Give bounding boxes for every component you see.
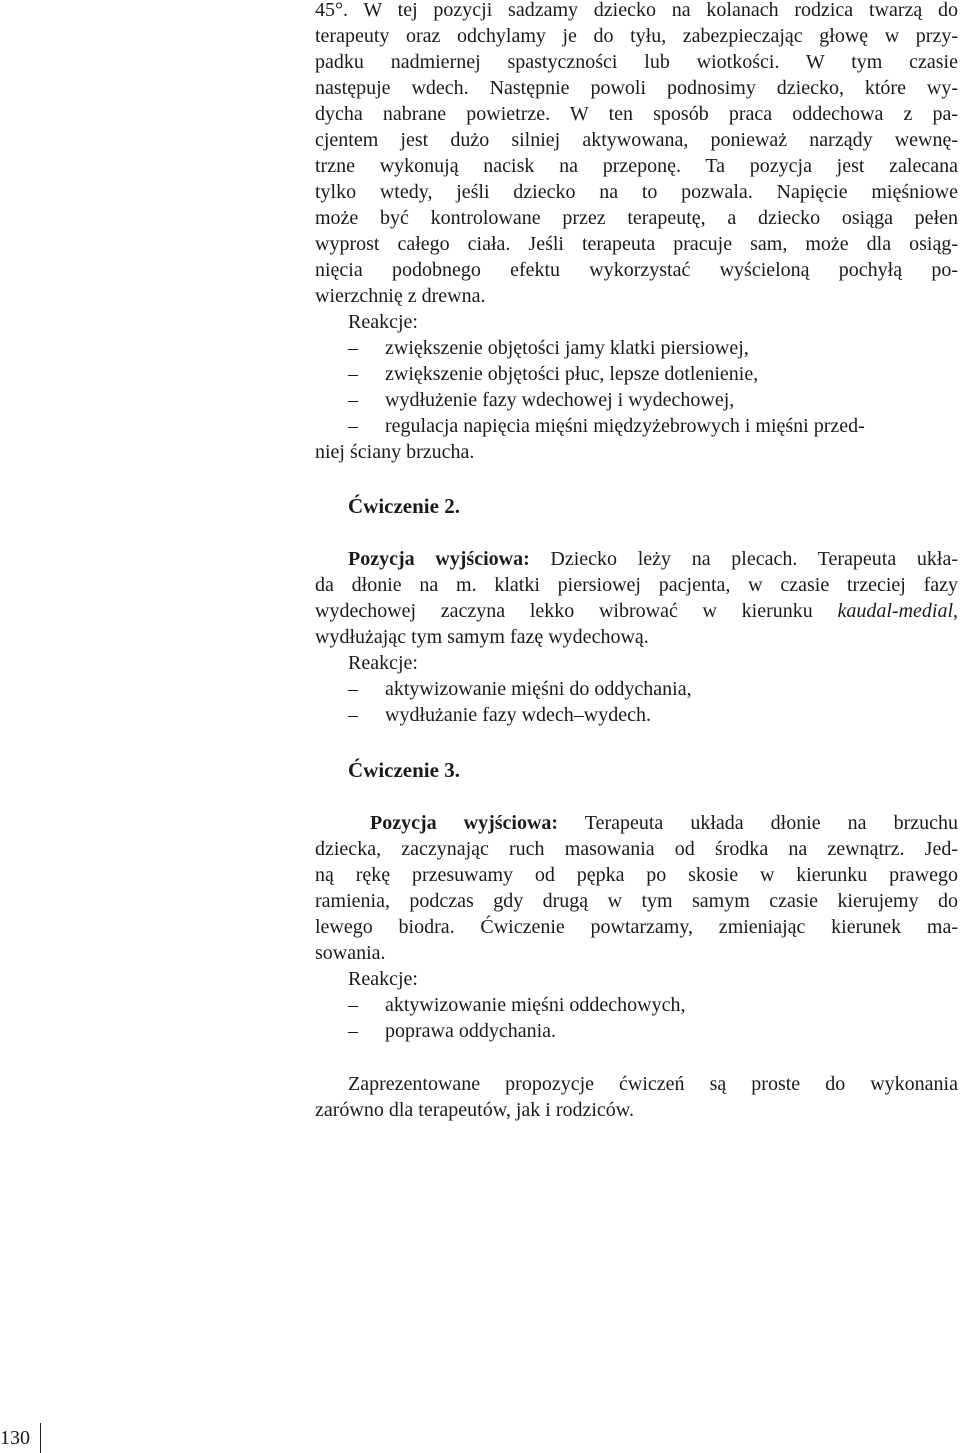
dash-bullet: – — [348, 994, 358, 1016]
page-number: 130 — [0, 1427, 30, 1449]
position-text: Dziecko leży na plecach. Terapeuta ukła- — [529, 548, 958, 570]
reactions-label: Reakcje: — [348, 311, 418, 333]
exercise-3-paragraph — [315, 810, 958, 1044]
intro-line: tylko wtedy, jeśli dziecko na to pozwala. Napięcie mięśniowe — [315, 181, 958, 203]
intro-line: padku nadmiernej spastyczności lub wiotkości. W tym czasie — [315, 51, 958, 73]
intro-line: 45°. W tej pozycji sadzamy dziecko na kolanach rodzica twarzą do — [315, 0, 958, 21]
dash-bullet: – — [348, 389, 358, 411]
intro-line: trzne wykonują nacisk na przeponę. Ta pozycja jest zalecana — [315, 155, 958, 177]
dash-bullet: – — [348, 415, 358, 437]
exercise-3-line — [315, 810, 958, 836]
position-label: Pozycja wyjściowa: — [348, 548, 530, 570]
intro-line: dycha nabrane powietrze. W ten sposób praca oddechowa z pa- — [315, 103, 958, 125]
dash-bullet: – — [348, 678, 358, 700]
dash-bullet: – — [348, 363, 358, 385]
exercise-3-line: lewego biodra. Ćwiczenie powtarzamy, zmieniając kierunek ma- — [315, 916, 958, 938]
reaction-text: aktywizowanie mięśni do oddychania, — [385, 678, 692, 700]
exercise-3-line: ramienia, podczas gdy drugą w tym samym czasie kierujemy do — [315, 890, 958, 912]
reaction-item — [315, 387, 958, 413]
exercise-2-title: Ćwiczenie 2. — [348, 494, 460, 518]
dash-bullet: – — [348, 1020, 358, 1042]
exercise-2-line: da dłonie na m. klatki piersiowej pacjenta, w czasie trzeciej fazy — [315, 574, 958, 596]
reaction-text: wydłużanie fazy wdech–wydech. — [385, 704, 651, 726]
exercise-3-line: sowania. — [315, 942, 386, 964]
closing-line: zarówno dla terapeutów, jak i rodziców. — [315, 1099, 634, 1121]
reaction-text: zwiększenie objętości płuc, lepsze dotlenienie, — [385, 363, 759, 385]
italic-term: kaudal-medial — [837, 600, 953, 622]
reaction-item — [315, 702, 958, 728]
intro-line: cjentem jest dużo silniej aktywowana, ponieważ narządy wewnę- — [315, 129, 958, 151]
exercise-2-line: wydłużając tym samym fazę wydechową. — [315, 626, 649, 648]
exercise-3-title: Ćwiczenie 3. — [348, 758, 460, 782]
exercise-3-line: ną rękę przesuwamy od pępka po skosie w kierunku prawego — [315, 864, 958, 886]
reaction-text: wydłużenie fazy wdechowej i wydechowej, — [385, 389, 735, 411]
text-segment: wydechowej zaczyna lekko wibrować w kierunku — [315, 600, 838, 622]
intro-paragraph — [315, 0, 958, 309]
reaction-text: regulacja napięcia mięśni międzyżebrowych i mięśni przed- — [385, 415, 865, 437]
reaction-item — [315, 1018, 958, 1044]
reaction-text: poprawa oddychania. — [385, 1020, 557, 1042]
reactions-label: Reakcje: — [348, 968, 418, 990]
intro-line: nięcia podobnego efektu wykorzystać wyścieloną pochyłą po- — [315, 259, 958, 281]
intro-line: może być kontrolowane przez terapeutę, a dziecko osiąga pełen — [315, 207, 958, 229]
reaction-item — [315, 676, 958, 702]
reaction-item — [315, 413, 958, 439]
reactions-label: Reakcje: — [348, 652, 418, 674]
exercise-2-line — [315, 598, 958, 624]
position-label: Pozycja wyjściowa: — [370, 812, 559, 834]
exercise-2-line — [315, 546, 958, 572]
closing-line: Zaprezentowane propozycje ćwiczeń są proste do wykonania — [348, 1073, 958, 1095]
reaction-text: zwiększenie objętości jamy klatki piersiowej, — [385, 337, 749, 359]
reaction-item — [315, 335, 958, 361]
closing-paragraph — [315, 1071, 958, 1123]
position-text: Terapeuta układa dłonie na brzuchu — [558, 812, 958, 834]
reaction-continuation: niej ściany brzucha. — [315, 441, 475, 463]
reaction-item — [315, 361, 958, 387]
reactions-block-1 — [315, 309, 958, 465]
intro-line: wyprost całego ciała. Jeśli terapeuta pracuje sam, może dla osiąg- — [315, 233, 958, 255]
page-number-rule — [40, 1423, 41, 1453]
intro-line: wierzchnię z drewna. — [315, 285, 486, 307]
intro-line: następuje wdech. Następnie powoli podnosimy dziecko, które wy- — [315, 77, 958, 99]
exercise-3-line: dziecka, zaczynając ruch masowania od środka na zewnątrz. Jed- — [315, 838, 958, 860]
exercise-2-paragraph — [315, 546, 958, 728]
reaction-item — [315, 992, 958, 1018]
text-segment: , — [953, 600, 958, 622]
intro-line: terapeuty oraz odchylamy je do tyłu, zabezpieczając głowę w przy- — [315, 25, 958, 47]
dash-bullet: – — [348, 337, 358, 359]
reaction-text: aktywizowanie mięśni oddechowych, — [385, 994, 686, 1016]
dash-bullet: – — [348, 704, 358, 726]
